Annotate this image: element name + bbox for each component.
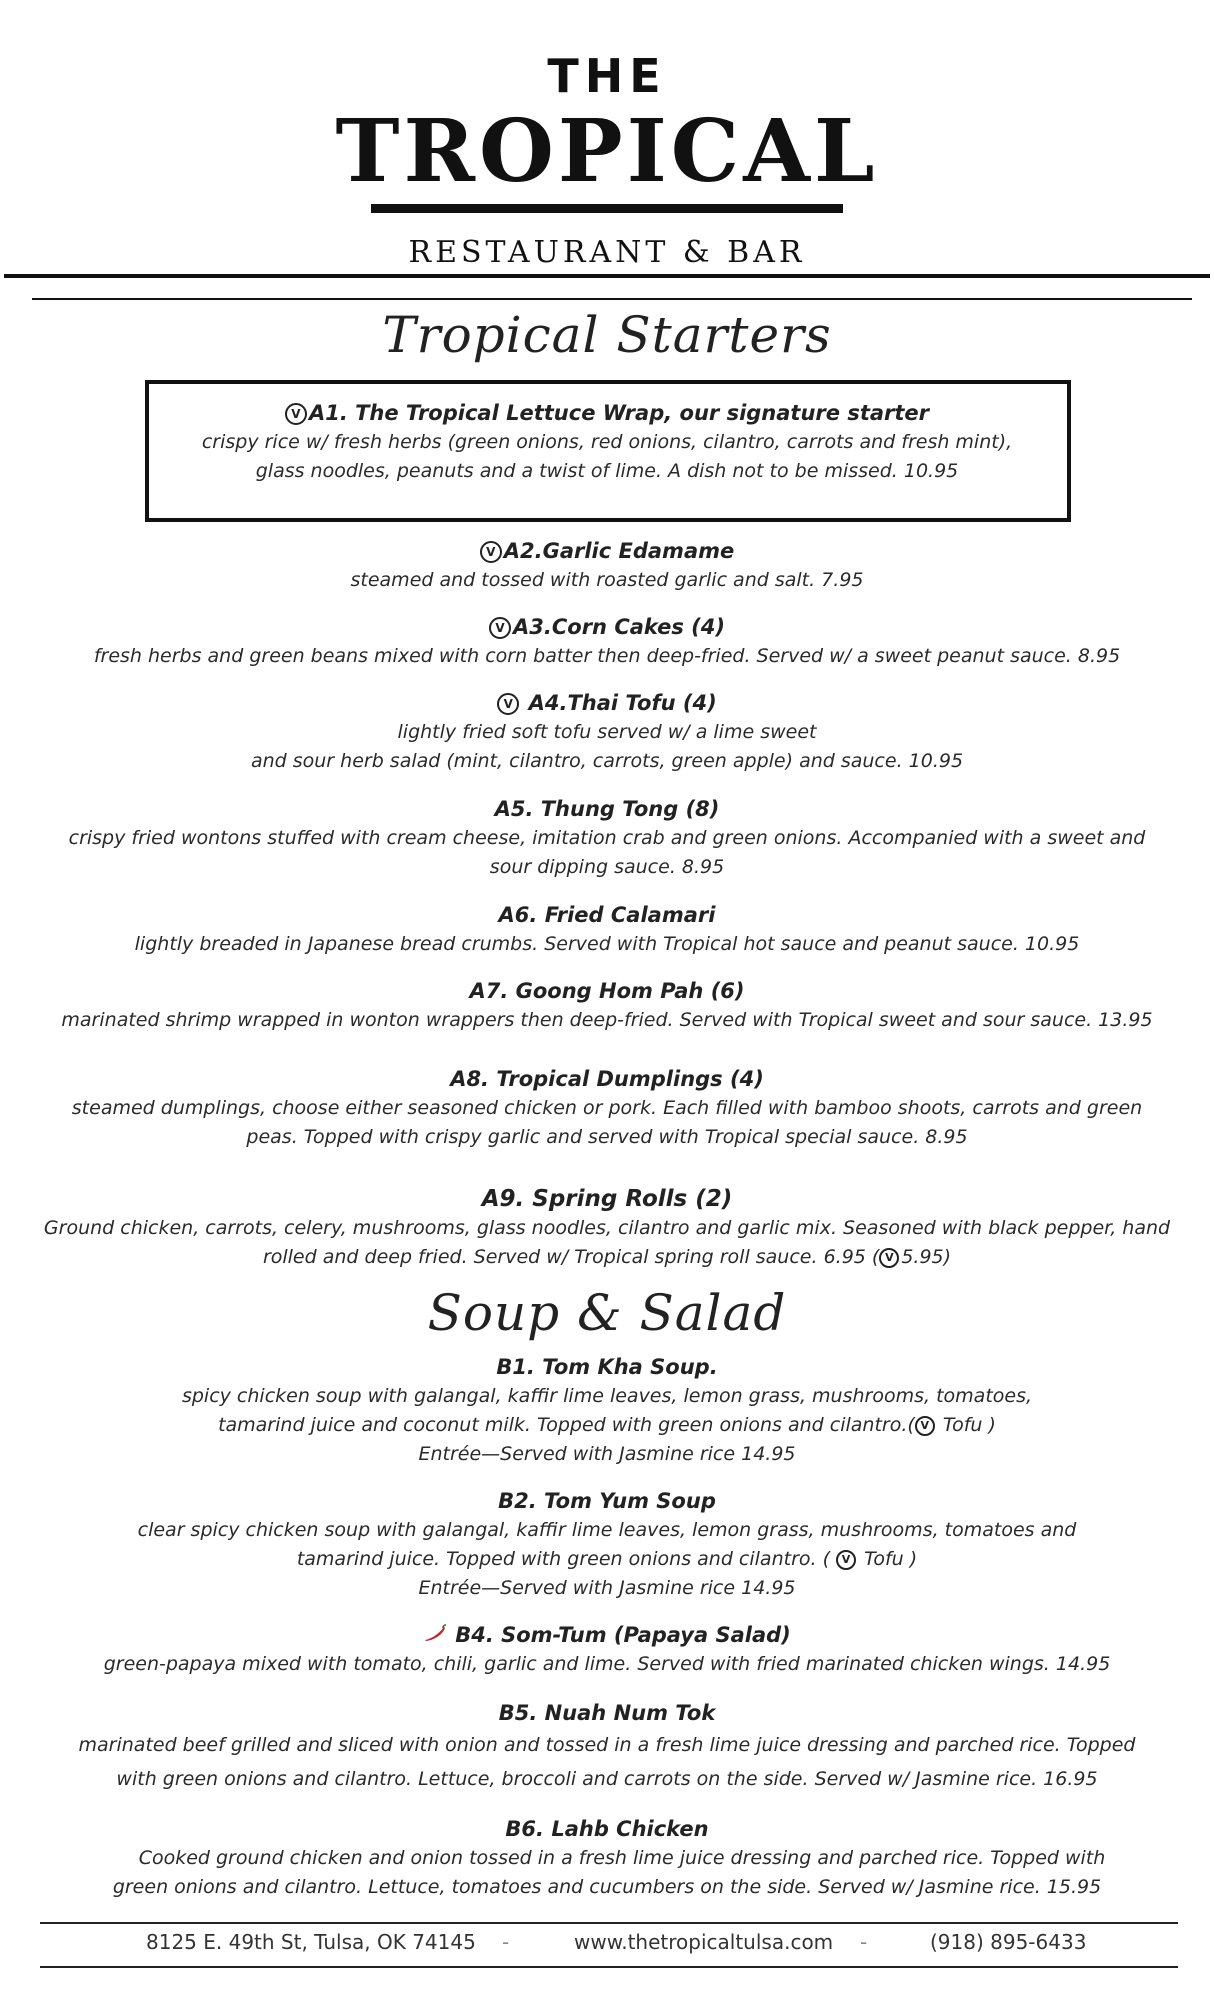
footer-website[interactable]: www.thetropicaltulsa.com: [574, 1930, 834, 1954]
header-divider-thick: [4, 274, 1210, 278]
footer-address: 8125 E. 49th St, Tulsa, OK 74145: [146, 1930, 476, 1954]
item-description: spicy chicken soup with galangal, kaffir lime leaves, lemon grass, mushrooms, tomatoes,: [181, 1385, 1033, 1407]
item-description: steamed and tossed with roasted garlic and salt. 7.95: [350, 569, 864, 591]
footer-phone[interactable]: (918) 895-6433: [930, 1930, 1087, 1954]
item-name: A5. Thung Tong (8): [494, 797, 720, 821]
restaurant-logo: [0, 48, 1214, 270]
footer-separator: -: [502, 1930, 510, 1954]
item-description: crispy fried wontons stuffed with cream cheese, imitation crab and green onions. Accompanied with a sweet and: [68, 827, 1146, 849]
item-description: with green onions and cilantro. Lettuce, broccoli and carrots on the side. Served w/ Jasmine rice. 16.95: [116, 1768, 1098, 1790]
section-title-starters: Tropical Starters: [382, 306, 832, 364]
menu-item-a7: [0, 976, 1214, 1035]
item-name: B1. Tom Kha Soup.: [496, 1355, 718, 1379]
vegetarian-icon: V: [480, 541, 502, 563]
footer-separator: -: [860, 1930, 868, 1954]
menu-item-b1: [0, 1352, 1214, 1469]
item-description: glass noodles, peanuts and a twist of lime. A dish not to be missed. 10.95: [255, 460, 959, 482]
footer-divider-bottom: [40, 1966, 1178, 1968]
item-description: crispy rice w/ fresh herbs (green onions, red onions, cilantro, carrots and fresh mint),: [201, 431, 1013, 453]
logo-subtitle: RESTAURANT & BAR: [408, 235, 806, 270]
item-description: 5.95): [901, 1246, 952, 1268]
vegetarian-icon: V: [879, 1248, 899, 1268]
menu-item-a4: [0, 688, 1214, 776]
vegetarian-icon: V: [836, 1550, 856, 1570]
menu-item-b5: [0, 1698, 1214, 1796]
logo-the: THE: [547, 49, 667, 103]
item-description: Tofu ): [858, 1548, 918, 1570]
item-description: steamed dumplings, choose either seasoned chicken or pork. Each filled with bamboo shoots, carrots and green: [71, 1097, 1143, 1119]
item-description: Ground chicken, carrots, celery, mushrooms, glass noodles, cilantro and garlic mix. Seasoned with black pepper, hand: [43, 1217, 1171, 1239]
menu-item-a3: [0, 612, 1214, 671]
item-description: Tofu ): [936, 1414, 996, 1436]
item-description: Entrée—Served with Jasmine rice 14.95: [418, 1577, 796, 1599]
item-name: A8. Tropical Dumplings (4): [450, 1067, 764, 1091]
menu-item-b2: [0, 1486, 1214, 1603]
item-description: and sour herb salad (mint, cilantro, carrots, green apple) and sauce. 10.95: [250, 750, 964, 772]
item-description: clear spicy chicken soup with galangal, kaffir lime leaves, lemon grass, mushrooms, tomatoes and: [137, 1519, 1077, 1541]
menu-item-b4: [0, 1620, 1214, 1679]
item-description: sour dipping sauce. 8.95: [489, 856, 725, 878]
header-divider-thin: [32, 298, 1192, 300]
item-description: rolled and deep fried. Served w/ Tropical spring roll sauce. 6.95 (: [262, 1246, 880, 1268]
item-name: A9. Spring Rolls (2): [481, 1186, 733, 1212]
footer: [0, 1930, 1214, 1966]
item-description: marinated shrimp wrapped in wonton wrappers then deep-fried. Served with Tropical sweet and sour sauce. 13.95: [61, 1009, 1153, 1031]
item-name: A4.Thai Tofu (4): [528, 691, 717, 715]
menu-item-a1: [0, 398, 1214, 486]
chili-pepper-icon: [423, 1620, 447, 1650]
vegetarian-icon: V: [489, 617, 511, 639]
section-title-soup-salad: Soup & Salad: [427, 1284, 787, 1342]
item-description: marinated beef grilled and sliced with onion and tossed in a fresh lime juice dressing and parched rice. Topped: [78, 1734, 1136, 1756]
footer-divider-top: [40, 1922, 1178, 1924]
item-name: B2. Tom Yum Soup: [498, 1489, 716, 1513]
item-description: green-papaya mixed with tomato, chili, garlic and lime. Served with fried marinated chicken wings. 14.95: [103, 1653, 1111, 1675]
item-description: Entrée—Served with Jasmine rice 14.95: [418, 1443, 796, 1465]
item-name: A2.Garlic Edamame: [503, 539, 735, 563]
item-description: fresh herbs and green beans mixed with corn batter then deep-fried. Served w/ a sweet peanut sauce. 8.95: [93, 645, 1121, 667]
item-name: B5. Nuah Num Tok: [498, 1701, 716, 1725]
item-description: Cooked ground chicken and onion tossed in a fresh lime juice dressing and parched rice. Topped with: [138, 1847, 1106, 1869]
menu-item-a6: [0, 900, 1214, 959]
menu-item-a8: [0, 1064, 1214, 1152]
item-description: tamarind juice. Topped with green onions and cilantro. (: [296, 1548, 837, 1570]
logo-tropical: TROPICAL: [335, 101, 879, 202]
menu-item-a5: [0, 794, 1214, 882]
item-name: A1. The Tropical Lettuce Wrap, our signature starter: [308, 401, 930, 425]
item-description: tamarind juice and coconut milk. Topped with green onions and cilantro.(: [218, 1414, 915, 1436]
item-name: A7. Goong Hom Pah (6): [469, 979, 745, 1003]
vegetarian-icon: V: [915, 1416, 935, 1436]
item-description: peas. Topped with crispy garlic and served with Tropical special sauce. 8.95: [246, 1126, 968, 1148]
item-name: A6. Fried Calamari: [498, 903, 716, 927]
logo-underline: [371, 204, 843, 213]
item-description: lightly fried soft tofu served w/ a lime sweet: [397, 721, 817, 743]
menu-item-a2: [0, 536, 1214, 595]
item-description: green onions and cilantro. Lettuce, tomatoes and cucumbers on the side. Served w/ Jasmine rice. 15.95: [112, 1876, 1102, 1898]
menu-item-a9: [0, 1184, 1214, 1272]
item-description: lightly breaded in Japanese bread crumbs. Served with Tropical hot sauce and peanut sauce. 10.95: [134, 933, 1080, 955]
item-name: A3.Corn Cakes (4): [513, 615, 725, 639]
vegetarian-icon: V: [497, 693, 519, 715]
vegetarian-icon: V: [285, 403, 307, 425]
item-name: B6. Lahb Chicken: [505, 1817, 709, 1841]
menu-item-b6: [0, 1814, 1214, 1902]
item-name: B4. Som-Tum (Papaya Salad): [455, 1623, 791, 1647]
